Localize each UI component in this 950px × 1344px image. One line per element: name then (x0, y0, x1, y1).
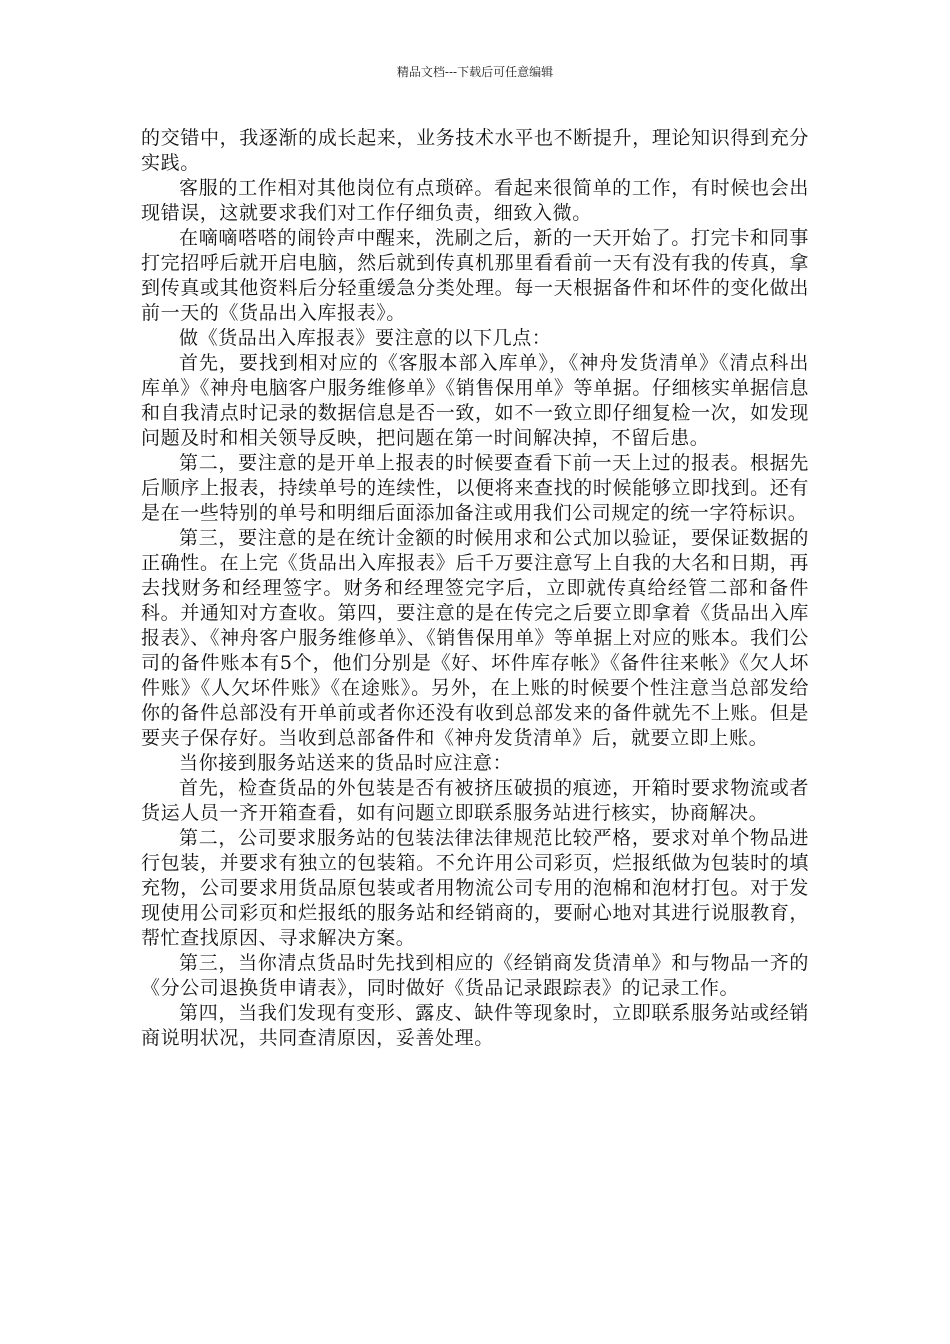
document-body (141, 126, 809, 1051)
paragraph: 第二，公司要求服务站的包装法律法律规范比较严格，要求对单个物品进行包装，并要求有独立的包装箱。不允许用公司彩页，烂报纸做为包装时的填充物，公司要求用货品原包装或者用物流公司专用的泡棉和泡材打包。对于发现使用公司彩页和烂报纸的服务站和经销商的，要耐心地对其进行说服教育，帮忙查找原因、寻求解决方案。 (141, 827, 809, 949)
paragraph: 的交错中，我逐渐的成长起来，业务技术水平也不断提升，理论知识得到充分实践。 (141, 127, 809, 174)
paragraph: 在嘀嘀嗒嗒的闹铃声中醒来，洗刷之后，新的一天开始了。打完卡和同事打完招呼后就开启电脑，然后就到传真机那里看看前一天有没有我的传真，拿到传真或其他资料后分轻重缓急分类处理。每一天根据备件和坏件的变化做出前一天的《货品出入库报表》。 (141, 227, 809, 324)
paragraph: 当你接到服务站送来的货品时应注意： (179, 752, 513, 774)
paragraph: 第二，要注意的是开单上报表的时候要查看下前一天上过的报表。根据先后顺序上报表，持续单号的连续性，以便将来查找的时候能够立即找到。还有是在一些特别的单号和明细后面添加备注或用我们公司规定的统一字符标识。 (141, 452, 809, 524)
paragraph: 第三，当你清点货品时先找到相应的《经销商发货清单》和与物品一齐的《分公司退换货申请表》，同时做好《货品记录跟踪表》的记录工作。 (141, 952, 809, 999)
paragraph: 首先，检查货品的外包装是否有被挤压破损的痕迹，开箱时要求物流或者货运人员一齐开箱查看，如有问题立即联系服务站进行核实，协商解决。 (141, 777, 809, 824)
paragraph: 第四，当我们发现有变形、露皮、缺件等现象时，立即联系服务站或经销商说明状况，共同查清原因，妥善处理。 (141, 1002, 809, 1049)
paragraph: 做《货品出入库报表》要注意的以下几点： (179, 327, 552, 349)
paragraph: 客服的工作相对其他岗位有点琐碎。看起来很简单的工作，有时候也会出现错误，这就要求我们对工作仔细负责，细致入微。 (141, 177, 809, 224)
paragraph: 首先，要找到相对应的《客服本部入库单》，《神舟发货清单》《清点科出库单》《神舟电脑客户服务维修单》《销售保用单》等单据。仔细核实单据信息和自我清点时记录的数据信息是否一致，如不一致立即仔细复检一次，如发现问题及时和相关领导反映，把问题在第一时间解决掉，不留后患。 (141, 352, 809, 449)
paragraph: 第三，要注意的是在统计金额的时候用求和公式加以验证，要保证数据的正确性。在上完《货品出入库报表》后千万要注意写上自我的大名和日期，再去找财务和经理签字。财务和经理签完字后，立即就传真给经管二部和备件科。并通知对方查收。第四，要注意的是在传完之后要立即拿着《货品出入库报表》、《神舟客户服务维修单》、《销售保用单》等单据上对应的账本。我们公司的备件账本有5个，他们分别是《好、坏件库存帐》《备件往来帐》《欠人坏件账》《人欠坏件账》《在途账》。另外，在上账的时候要个性注意当总部发给你的备件总部没有开单前或者你还没有收到总部发来的备件就先不上账。但是要夹子保存好。当收到总部备件和《神舟发货清单》后，就要立即上账。 (141, 527, 809, 749)
page-header: 精品文档---下载后可任意编辑 (396, 65, 554, 79)
